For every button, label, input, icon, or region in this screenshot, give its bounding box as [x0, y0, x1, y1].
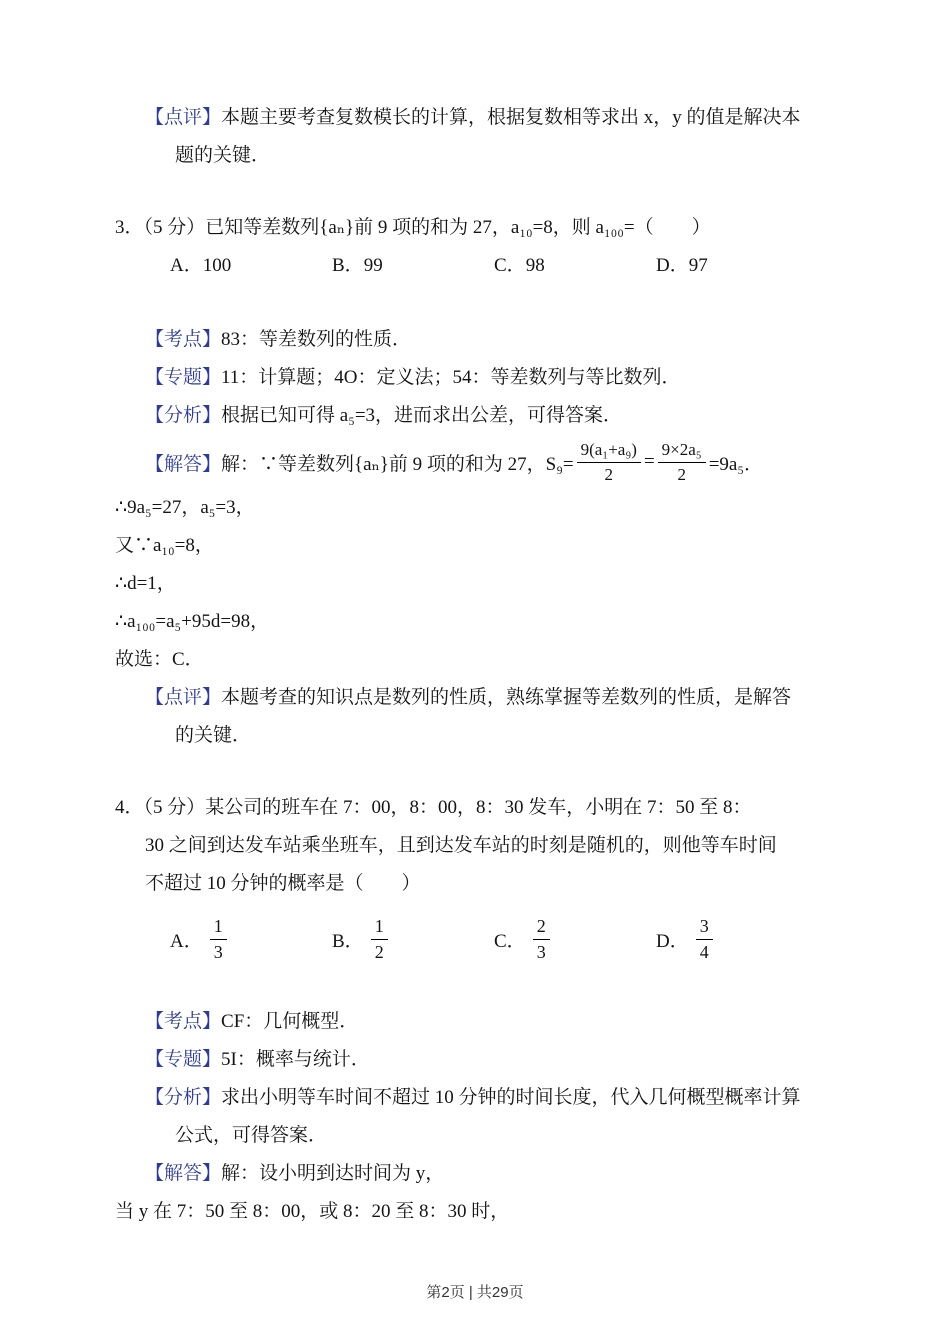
option-a — [170, 247, 332, 285]
option-b-value: 99 — [363, 255, 383, 276]
q4-solution — [145, 1003, 842, 1193]
comment-text: 本题主要考查复数模长的计算，根据复数相等求出 x，y 的值是解决本 — [221, 107, 801, 128]
option-d — [656, 247, 818, 285]
zhuanti-label: 【专题】 — [145, 1049, 222, 1070]
q3-zhuanti — [145, 359, 842, 397]
question-4-stem-line2: 30 之间到达发车站乘坐班车，且到达发车站的时刻是随机的，则他等车时间 — [145, 835, 777, 856]
jieda-label: 【解答】 — [145, 453, 222, 475]
solution-step: 又∵a₁₀=8， — [115, 535, 214, 556]
option-b-fraction — [371, 916, 388, 961]
q3-kaodian — [145, 321, 842, 359]
option-b — [332, 916, 494, 961]
q3-comment-line2: 的关键． — [175, 725, 252, 746]
solution-step: ∴d=1， — [115, 573, 176, 594]
question-3-number: 3． — [115, 217, 144, 238]
q3-solution — [145, 321, 842, 435]
option-a-denominator: 3 — [213, 941, 223, 962]
q4-fenxi-line2: 公式，可得答案． — [175, 1125, 328, 1146]
comment-label: 【点评】 — [145, 107, 222, 128]
question-4-options — [170, 911, 842, 967]
fraction-1 — [577, 440, 641, 483]
q4-solution-step: 当 y 在 7：50 至 8：00，或 8：20 至 8：30 时， — [115, 1201, 510, 1222]
option-c — [494, 247, 656, 285]
fraction-1-numerator: 9(a₁+a₉) — [577, 440, 641, 462]
fraction-2-numerator: 9×2a₅ — [658, 440, 706, 462]
option-b-key: B． — [332, 255, 364, 276]
option-d — [656, 916, 818, 961]
option-b — [332, 247, 494, 285]
q4-zhuanti — [145, 1041, 842, 1079]
option-d-denominator: 4 — [699, 941, 709, 962]
fraction-2-denominator: 2 — [677, 464, 686, 484]
question-4-stem-line3: 不超过 10 分钟的概率是（ ） — [145, 873, 421, 894]
option-d-key: D． — [656, 930, 689, 952]
equals-sign: = — [643, 451, 655, 472]
question-3-text: （5 分）已知等差数列{aₙ}前 9 项的和为 27，a₁₀=8，则 a₁₀₀=（ ） — [143, 217, 711, 238]
kaodian-text: 83：等差数列的性质． — [221, 329, 412, 350]
spacer — [115, 967, 842, 1003]
fraction-1-denominator: 2 — [604, 464, 613, 484]
option-a-key: A． — [170, 255, 203, 276]
option-a — [170, 916, 332, 961]
option-b-denominator: 2 — [374, 941, 384, 962]
question-3 — [115, 209, 842, 285]
q4-jieda — [145, 1155, 842, 1193]
option-a-fraction — [210, 916, 227, 961]
option-c-fraction — [533, 916, 550, 961]
q3-jieda-formula — [145, 435, 842, 489]
q2-comment-line2: 题的关键． — [175, 145, 271, 166]
solution-answer: 故选：C． — [115, 649, 204, 670]
spacer — [115, 175, 842, 209]
kaodian-label: 【考点】 — [145, 329, 222, 350]
dianping-label: 【点评】 — [145, 687, 222, 708]
spacer — [115, 285, 842, 321]
q4-fenxi-line1 — [145, 1079, 842, 1117]
option-c — [494, 916, 656, 961]
zhuanti-label: 【专题】 — [145, 367, 222, 388]
q4-kaodian — [145, 1003, 842, 1041]
solution-step: ∴a₁₀₀=a₅+95d=98， — [115, 611, 270, 632]
fraction-2 — [658, 440, 706, 483]
fenxi-text: 根据已知可得 a₅=3，进而求出公差，可得答案． — [221, 405, 623, 426]
question-4-number: 4． — [115, 797, 144, 818]
option-b-key: B． — [332, 930, 364, 952]
zhuanti-text: 5I：概率与统计． — [221, 1049, 370, 1070]
option-c-key: C． — [494, 255, 526, 276]
option-a-key: A． — [170, 930, 203, 952]
dianping-text: 本题考查的知识点是数列的性质，熟练掌握等差数列的性质，是解答 — [221, 687, 792, 708]
zhuanti-text: 11：计算题；4O：定义法；54：等差数列与等比数列． — [221, 367, 681, 388]
option-d-numerator: 3 — [696, 916, 713, 939]
option-d-key: D． — [656, 255, 689, 276]
fenxi-label: 【分析】 — [145, 1087, 222, 1108]
q3-comment-block — [145, 679, 842, 755]
option-d-value: 97 — [688, 255, 708, 276]
q3-fenxi — [145, 397, 842, 435]
q2-comment-line1 — [145, 99, 842, 137]
option-a-value: 100 — [202, 255, 232, 276]
page-footer: 第2页 | 共29页 — [426, 1284, 524, 1301]
kaodian-label: 【考点】 — [145, 1011, 222, 1032]
fenxi-text: 求出小明等车时间不超过 10 分钟的时间长度，代入几何概型概率计算 — [221, 1087, 801, 1108]
question-3-stem — [115, 209, 842, 247]
solution-step: ∴9a₅=27，a₅=3， — [115, 497, 255, 518]
option-c-denominator: 3 — [536, 941, 546, 962]
q2-comment-block — [145, 99, 842, 175]
spacer — [115, 755, 842, 789]
option-c-key: C． — [494, 930, 526, 952]
question-4-text: （5 分）某公司的班车在 7：00，8：00，8：30 发车，小明在 7：50 至 8： — [143, 797, 752, 818]
q3-steps — [115, 489, 842, 679]
question-4 — [115, 789, 842, 967]
question-4-stem-line1 — [115, 789, 842, 827]
q3-comment-line1 — [145, 679, 842, 717]
option-c-value: 98 — [525, 255, 545, 276]
question-3-options — [170, 247, 842, 285]
jieda-label: 【解答】 — [145, 1163, 222, 1184]
jieda-text: 解：设小明到达时间为 y， — [221, 1163, 445, 1184]
formula-pre: 解：∵等差数列{aₙ}前 9 项的和为 27，S₉= — [221, 453, 574, 475]
kaodian-text: CF：几何概型． — [221, 1011, 359, 1032]
fenxi-label: 【分析】 — [145, 405, 222, 426]
option-d-fraction — [696, 916, 713, 961]
option-c-numerator: 2 — [533, 916, 550, 939]
formula-post: =9a₅． — [708, 453, 763, 475]
option-b-numerator: 1 — [371, 916, 388, 939]
option-a-numerator: 1 — [210, 916, 227, 939]
